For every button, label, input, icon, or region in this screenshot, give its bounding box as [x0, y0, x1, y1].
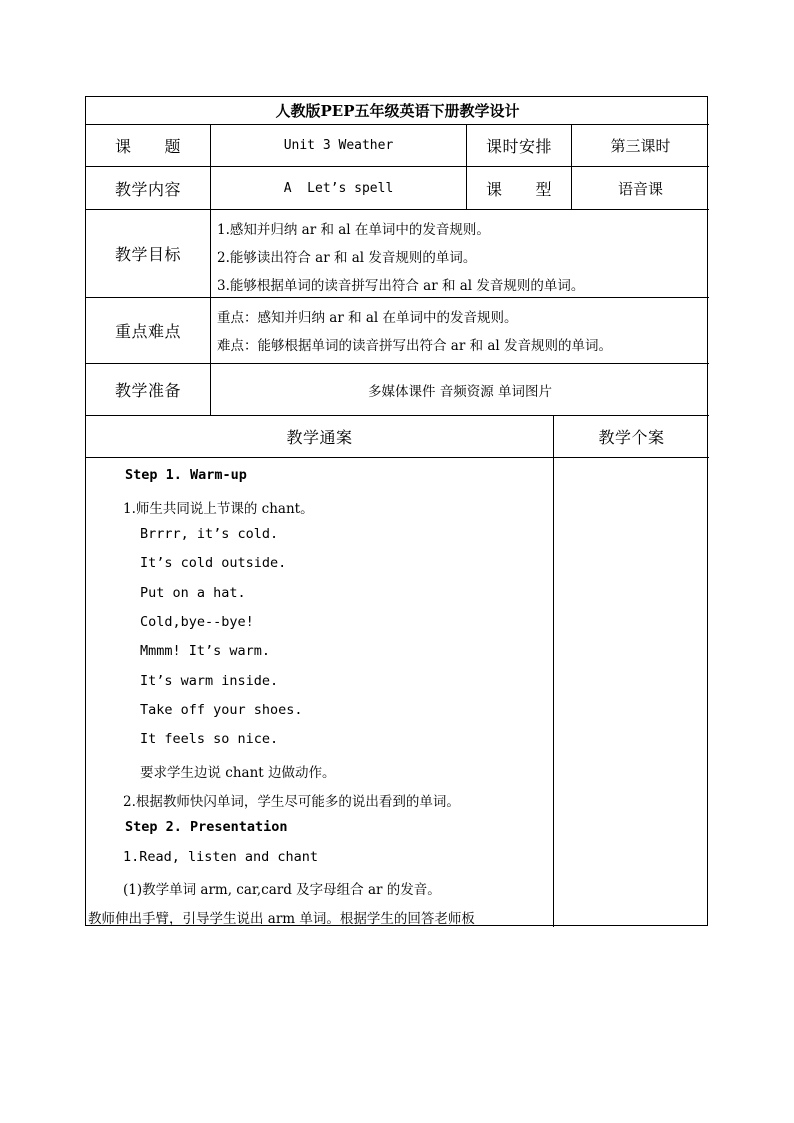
plan-line: (1)教学单词 arm, car,card 及字母组合 ar 的发音。 [123, 882, 441, 898]
topic-value: Unit 3 Weather [283, 138, 394, 153]
document-title: 人教版PEP五年级英语下册教学设计 [275, 102, 520, 120]
chant-line: It’s cold outside. [140, 555, 287, 571]
chant-line: Brrrr, it’s cold. [140, 526, 279, 542]
individual-plan-header: 教学个案 [598, 428, 665, 447]
plan-line: 要求学生边说 chant 边做动作。 [140, 765, 336, 781]
step-heading: Step 2. Presentation [125, 819, 288, 835]
plan-line: 教师伸出手臂，引导学生说出 arm 单词。根据学生的回答老师板 [88, 911, 475, 927]
keypoint-item: 难点：能够根据单词的读音拼写出符合 ar 和 al 发音规则的单词。 [217, 338, 613, 354]
chant-line: Mmmm! It’s warm. [140, 643, 271, 659]
topic-label: 课 题 [114, 137, 181, 156]
keypoint-item: 重点：感知并归纳 ar 和 al 在单词中的发音规则。 [217, 310, 518, 326]
content-value: A Let’s spell [283, 180, 394, 196]
objectives-label: 教学目标 [114, 245, 181, 264]
objective-item: 2.能够读出符合 ar 和 al 发音规则的单词。 [217, 250, 477, 266]
schedule-label: 课时安排 [485, 137, 552, 156]
chant-line: Cold,bye--bye! [140, 614, 254, 630]
content-label: 教学内容 [114, 179, 181, 199]
general-plan-header: 教学通案 [286, 428, 353, 447]
objective-item: 1.感知并归纳 ar 和 al 在单词中的发音规则。 [217, 222, 490, 238]
chant-line: It’s warm inside. [140, 673, 279, 689]
objectives-list [217, 210, 707, 297]
keypoints-list [217, 298, 707, 363]
plan-line: 1.师生共同说上节课的 chant。 [123, 501, 314, 517]
schedule-value: 第三课时 [610, 137, 671, 155]
lesson-type-label: 课 型 [485, 179, 552, 199]
prep-label: 教学准备 [114, 381, 181, 400]
objective-item: 3.能够根据单词的读音拼写出符合 ar 和 al 发音规则的单词。 [217, 278, 585, 294]
chant-line: Put on a hat. [140, 585, 246, 601]
lesson-type-value: 语音课 [617, 179, 663, 198]
step-heading: Step 1. Warm-up [125, 467, 247, 483]
lesson-plan-table [85, 96, 708, 926]
chant-line: Take off your shoes. [140, 702, 303, 718]
plan-line: 2.根据教师快闪单词，学生尽可能多的说出看到的单词。 [123, 794, 460, 810]
keypoints-label: 重点难点 [114, 322, 181, 341]
prep-value: 多媒体课件 音频资源 单词图片 [367, 383, 553, 400]
plan-line: 1.Read, listen and chant [123, 849, 319, 865]
chant-line: It feels so nice. [140, 731, 279, 747]
